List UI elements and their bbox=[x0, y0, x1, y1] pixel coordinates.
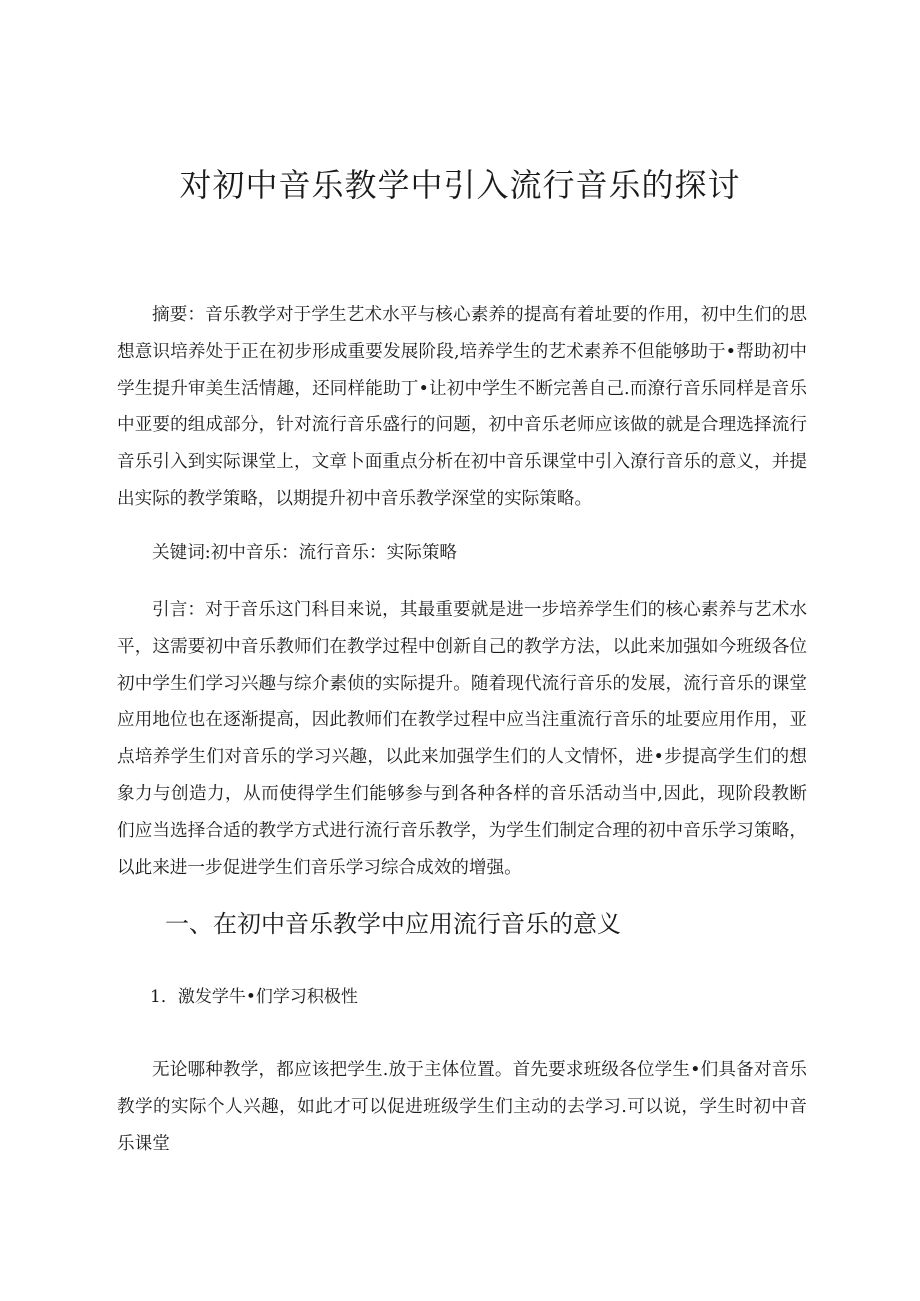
abstract-paragraph: 摘要：音乐教学对于学生艺术水平与核心素养的提高有着址要的作用，初中生们的思想意识培养处于正在初步形成重要发展阶段,培养学生的艺术素养不但能够助于•帮助初中学生提升审美生活情趣，还同样能助丁•让初中学生不断完善自己.而潦行音乐同样是音乐中亚要的组成部分，针对流行音乐盛行的问题，初中音乐老师应该做的就是合理选择流行音乐引入到实际课堂上，文章卜面重点分析在初中音乐课堂中引入潦行音乐的意义，并提出实际的教学策略，以期提升初中音乐教学深堂的实际策略。 bbox=[117, 305, 807, 509]
document-title: 对初中音乐教学中引入流行音乐的探讨 bbox=[179, 166, 741, 204]
keywords-paragraph: 关键词:初中音乐：流行音乐：实际策略 bbox=[152, 543, 458, 563]
section-heading: 一、在初中音乐教学中应用流行音乐的意义 bbox=[165, 910, 621, 938]
body-paragraph: 无论哪种教学，都应该把学生.放于主体位置。首先要求班级各位学生•们具备对音乐教学的实际个人兴趣，如此才可以促进班级学生们主动的去学习.可以说，学生时初中音乐课堂 bbox=[117, 1060, 807, 1154]
subsection-heading: 1．激发学牛•们学习积极性 bbox=[150, 987, 358, 1007]
introduction-paragraph: 引言：对于音乐这门科目来说，其最重要就是进一步培养学生们的核心素养与艺术水平，这需要初中音乐教师们在教学过程中创新自己的教学方法，以此来加强如今班级各位初中学生们学习兴趣与综介素侦的实际提升。随着现代流行音乐的发展，流行音乐的课堂应用地位也在逐渐提高，因此教师们在教学过程中应当注重流行音乐的址要应用作用，亚点培养学生们对音乐的学习兴趣，以此来加强学生们的人文情怀，进•步提高学生们的想象力与创造力，从而使得学生们能够参与到各种各样的音乐活动当中,因此，现阶段教断们应当选择合适的教学方式进行流行音乐教学，为学生们制定合理的初中音乐学习策略，以此来进一步促进学生们音乐学习综合成效的增强。 bbox=[117, 600, 807, 878]
